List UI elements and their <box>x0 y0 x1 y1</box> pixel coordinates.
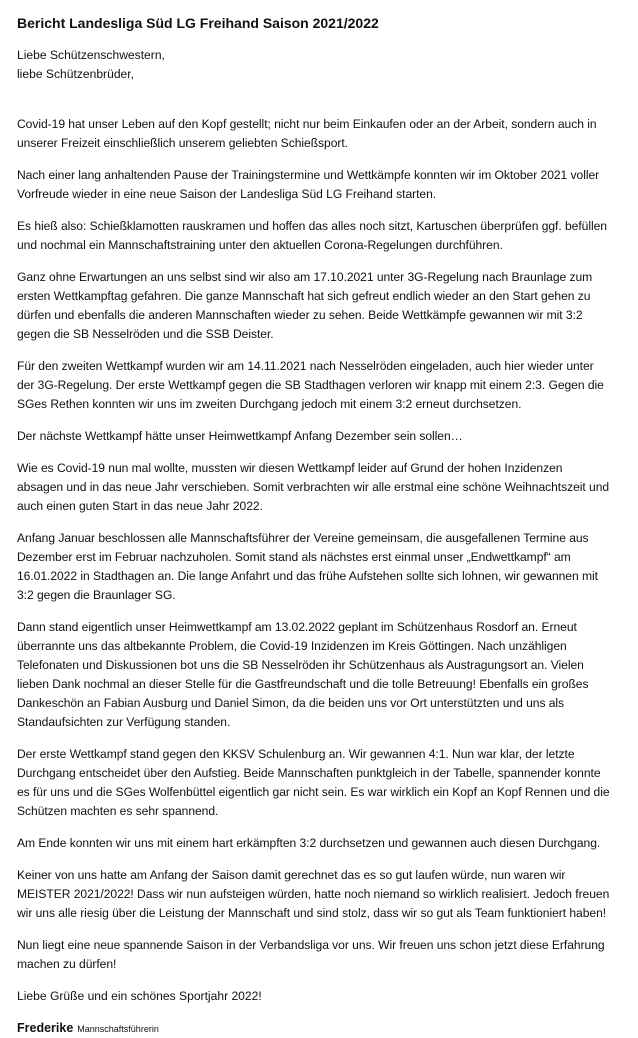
paragraph-line: überrannte uns das altbekannte Problem, die Covid-19 Inzidenzen im Kreis Göttingen. Nach unzähligen <box>17 639 567 653</box>
paragraph-line: Standaufsichten zur Verfügung standen. <box>17 715 231 729</box>
greeting <box>17 46 629 84</box>
paragraph-line: Am Ende konnten wir uns mit einem hart erkämpften 3:2 durchsetzen und gewannen auch diesen Durchgang. <box>17 836 601 850</box>
closing-line: Liebe Grüße und ein schönes Sportjahr 2022! <box>17 989 262 1003</box>
paragraph <box>17 357 629 414</box>
paragraph <box>17 866 629 923</box>
greeting-line: Liebe Schützenschwestern, <box>17 48 165 62</box>
paragraph-line: Anfang Januar beschlossen alle Mannschaftsführer der Vereine gemeinsam, die ausgefallenen Termine aus <box>17 531 589 545</box>
paragraph-line: Für den zweiten Wettkampf wurden wir am 14.11.2021 nach Nesselröden eingeladen, auch hier wieder unter <box>17 359 594 373</box>
document-title: Bericht Landesliga Süd LG Freihand Saison 2021/2022 <box>17 15 379 31</box>
paragraph-line: Ganz ohne Erwartungen an uns selbst sind wir also am 17.10.2021 unter 3G-Regelung nach Braunlage zum <box>17 270 593 284</box>
paragraph-line: Der erste Wettkampf stand gegen den KKSV Schulenburg an. Wir gewannen 4:1. Nun war klar, der letzte <box>17 747 575 761</box>
paragraph-line: auch einen guten Start in das neue Jahr 2022. <box>17 499 263 513</box>
paragraph <box>17 745 629 821</box>
paragraph-line: Covid-19 hat unser Leben auf den Kopf gestellt; nicht nur beim Einkaufen oder an der Arbeit, sondern auch in <box>17 117 597 131</box>
paragraph-line: Wie es Covid-19 nun mal wollte, mussten wir diesen Wettkampf leider auf Grund der hohen Inzidenzen <box>17 461 563 475</box>
paragraph-line: gegen die SB Nesselröden und die SSB Deister. <box>17 327 274 341</box>
paragraph <box>17 166 629 204</box>
paragraph-line: Dezember erst im Februar nachzuholen. Somit stand als nächstes erst einmal unser „Endwettkampf“ am <box>17 550 571 564</box>
paragraph-line: MEISTER 2021/2022! Dass wir nun aufsteigen würden, hatte noch niemand so wirklich realisiert. Jedoch freuen <box>17 887 610 901</box>
signature-name: Frederike <box>17 1021 74 1035</box>
paragraph <box>17 618 629 732</box>
paragraph-line: SGes Rethen konnten wir uns im zweiten Durchgang jedoch mit einem 3:2 erneut durchsetzen. <box>17 397 522 411</box>
paragraph <box>17 936 629 974</box>
document-page <box>17 14 629 1038</box>
report-body <box>17 115 629 974</box>
paragraph-line: wir uns alle riesig über die Leistung der Mannschaft und sind stolz, dass wir so gut als Team funktioniert haben! <box>17 906 607 920</box>
paragraph <box>17 217 629 255</box>
paragraph-line: Vorfreude wieder in eine neue Saison der Landesliga Süd LG Freihand starten. <box>17 187 437 201</box>
paragraph-line: Keiner von uns hatte am Anfang der Saison damit gerechnet das es so gut laufen würde, nun waren wir <box>17 868 566 882</box>
paragraph <box>17 427 629 446</box>
paragraph-line: Telefonaten und Diskussionen bot uns die SB Nesselröden ihr Schützenhaus als Austragungsort an. Vielen <box>17 658 584 672</box>
paragraph-line: Nach einer lang anhaltenden Pause der Trainingstermine und Wettkämpfe konnten wir im Oktober 2021 voller <box>17 168 600 182</box>
paragraph <box>17 834 629 853</box>
paragraph-line: Der nächste Wettkampf hätte unser Heimwettkampf Anfang Dezember sein sollen… <box>17 429 463 443</box>
paragraph <box>17 459 629 516</box>
paragraph-line: Durchgang entscheidet über den Aufstieg. Beide Mannschaften punktgleich in der Tabelle, spannender konnte <box>17 766 601 780</box>
paragraph-line: absagen und in das neue Jahr verschieben. Somit verbrachten wir alle erstmal eine schöne Weihnachtszeit und <box>17 480 610 494</box>
paragraph-line: dürfen und ebenfalls die anderen Mannschaften wieder zu sehen. Beide Wettkämpfe gewannen wir mit 3:2 <box>17 308 583 322</box>
paragraph <box>17 115 629 153</box>
paragraph-line: Nun liegt eine neue spannende Saison in der Verbandsliga vor uns. Wir freuen uns schon jetzt diese Erfahrung <box>17 938 605 952</box>
paragraph-line: Es hieß also: Schießklamotten rauskramen und hoffen das alles noch sitzt, Kartuschen überprüfen ggf. befüllen <box>17 219 607 233</box>
signature-role: Mannschaftsführerin <box>77 1024 159 1034</box>
paragraph <box>17 529 629 605</box>
paragraph-line: 16.01.2022 in Stadthagen an. Die lange Anfahrt und das frühe Aufstehen sollte sich lohnen, wir gewannen mit <box>17 569 598 583</box>
paragraph-line: unserer Freizeit einschließlich unserem geliebten Schießsport. <box>17 136 348 150</box>
signature <box>17 1019 629 1038</box>
paragraph-line: es für uns und die SGes Wolfenbüttel eigentlich gar nicht sein. Es war wirklich ein Kopf an Kopf Rennen und die <box>17 785 610 799</box>
paragraph <box>17 268 629 344</box>
paragraph-line: Dann stand eigentlich unser Heimwettkampf am 13.02.2022 geplant im Schützenhaus Rosdorf an. Erneut <box>17 620 577 634</box>
paragraph-line: machen zu dürfen! <box>17 957 117 971</box>
paragraph-line: der 3G-Regelung. Der erste Wettkampf gegen die SB Stadthagen verloren wir knapp mit einem 2:3. Gegen die <box>17 378 604 392</box>
paragraph-line: Dankeschön an Fabian Ausburg und Daniel Simon, da die beiden uns vor Ort unterstützten und uns als <box>17 696 565 710</box>
paragraph-line: und nochmal ein Mannschaftstraining unter den aktuellen Corona-Regelungen durchführen. <box>17 238 503 252</box>
greeting-line: liebe Schützenbrüder, <box>17 67 134 81</box>
paragraph-line: Schützen machten es sehr spannend. <box>17 804 219 818</box>
paragraph-line: 3:2 gegen die Braunlager SG. <box>17 588 176 602</box>
paragraph-line: lieben Dank nochmal an dieser Stelle für die Gastfreundschaft und die tolle Betreuung! Ebenfalls ein großes <box>17 677 589 691</box>
paragraph-line: ersten Wettkampftag gefahren. Die ganze Mannschaft hat sich gefreut endlich wieder an den Start gehen zu <box>17 289 591 303</box>
